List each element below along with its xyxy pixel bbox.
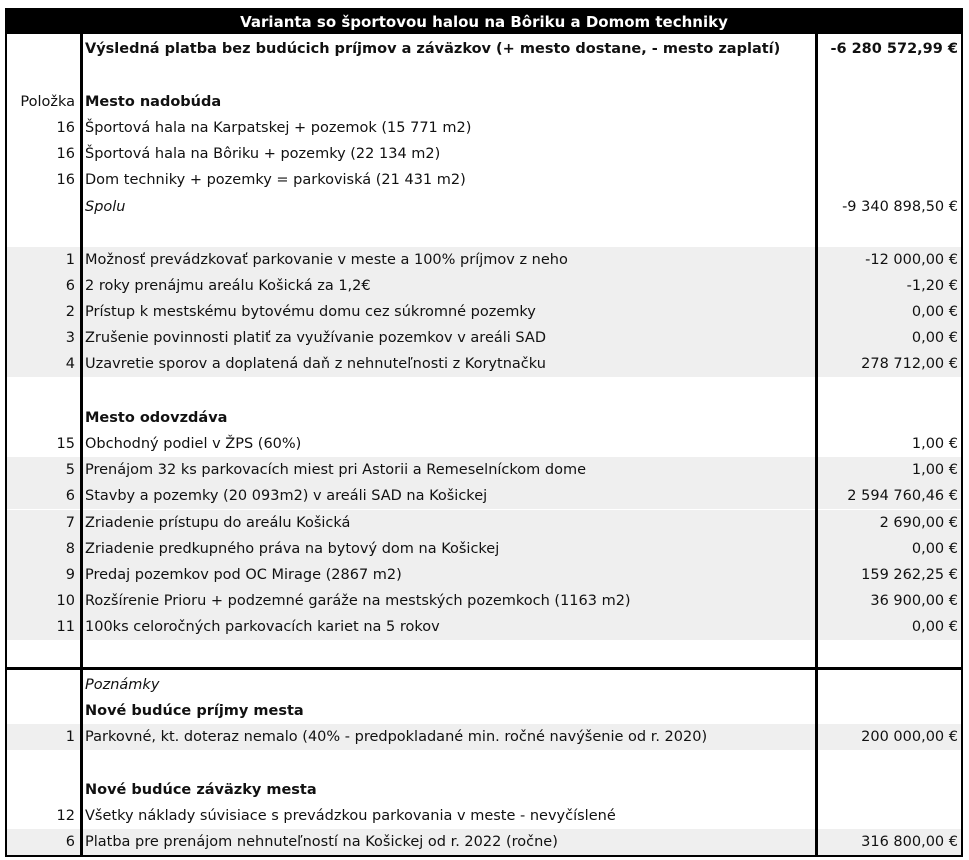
transfers-heading: Mesto odovzdáva <box>85 410 228 426</box>
table-row: 10 Rozšírenie Prioru + podzemné garáže na mestských pozemkoch (1163 m2) 36 900,00 € <box>7 588 961 614</box>
table-row: 15 Obchodný podiel v ŽPS (60%) 1,00 € <box>56 436 958 452</box>
table-row: 6 Platba pre prenájom nehnuteľností na Košickej od r. 2022 (ročne) 316 800,00 € <box>7 829 961 855</box>
table-row: 16 Dom techniky + pozemky = parkoviská (21 431 m2) <box>56 172 466 188</box>
acquires-heading: Mesto nadobúda <box>85 94 222 110</box>
total-label: Spolu <box>85 199 126 215</box>
table-row: 5 Prenájom 32 ks parkovacích miest pri Astorii a Remeselníckom dome 1,00 € <box>7 457 961 483</box>
table-row: 4 Uzavretie sporov a doplatená daň z nehnuteľnosti z Korytnačku 278 712,00 € <box>7 351 961 377</box>
sheet-title: Varianta so športovou halou na Bôriku a Domom techniky <box>7 10 961 34</box>
section-divider <box>7 667 961 670</box>
liabilities-heading: Nové budúce záväzky mesta <box>85 782 317 798</box>
spreadsheet-table <box>5 8 963 857</box>
summary-label: Výsledná platba bez budúcich príjmov a záväzkov (+ mesto dostane, - mesto zaplatí) <box>85 41 781 57</box>
table-row: 11 100ks celoročných parkovacích kariet na 5 rokov 0,00 € <box>7 614 961 640</box>
notes-label: Poznámky <box>85 677 160 693</box>
table-row: 6 Stavby a pozemky (20 093m2) v areáli SAD na Košickej 2 594 760,46 € <box>7 483 961 509</box>
table-row: 12 Všetky náklady súvisiace s prevádzkou parkovania v meste - nevyčíslené <box>56 808 616 824</box>
column-divider-left <box>80 34 83 855</box>
table-row: 1 Možnosť prevádzkovať parkovanie v meste a 100% príjmov z neho -12 000,00 € <box>7 247 961 273</box>
income-heading: Nové budúce príjmy mesta <box>85 703 304 719</box>
table-row: 9 Predaj pozemkov pod OC Mirage (2867 m2) 159 262,25 € <box>7 562 961 588</box>
table-row: 6 2 roky prenájmu areálu Košická za 1,2€ -1,20 € <box>7 273 961 299</box>
column-header-polozka: Položka <box>20 94 75 110</box>
summary-amount: -6 280 572,99 € <box>830 41 958 57</box>
table-row: 3 Zrušenie povinnosti platiť za využívanie pozemkov v areáli SAD 0,00 € <box>7 325 961 351</box>
total-amount: -9 340 898,50 € <box>842 199 958 215</box>
table-row: 8 Zriadenie predkupného práva na bytový dom na Košickej 0,00 € <box>7 536 961 562</box>
table-row: 16 Športová hala na Karpatskej + pozemok (15 771 m2) <box>56 120 472 136</box>
column-divider-right <box>815 34 818 855</box>
table-row: 16 Športová hala na Bôriku + pozemky (22 134 m2) <box>56 146 441 162</box>
table-row: 1 Parkovné, kt. doteraz nemalo (40% - predpokladané min. ročné navýšenie od r. 2020) 200 000,00 € <box>7 724 961 750</box>
table-row: 7 Zriadenie prístupu do areálu Košická 2 690,00 € <box>7 510 961 536</box>
table-row: 2 Prístup k mestskému bytovému domu cez súkromné pozemky 0,00 € <box>7 299 961 325</box>
